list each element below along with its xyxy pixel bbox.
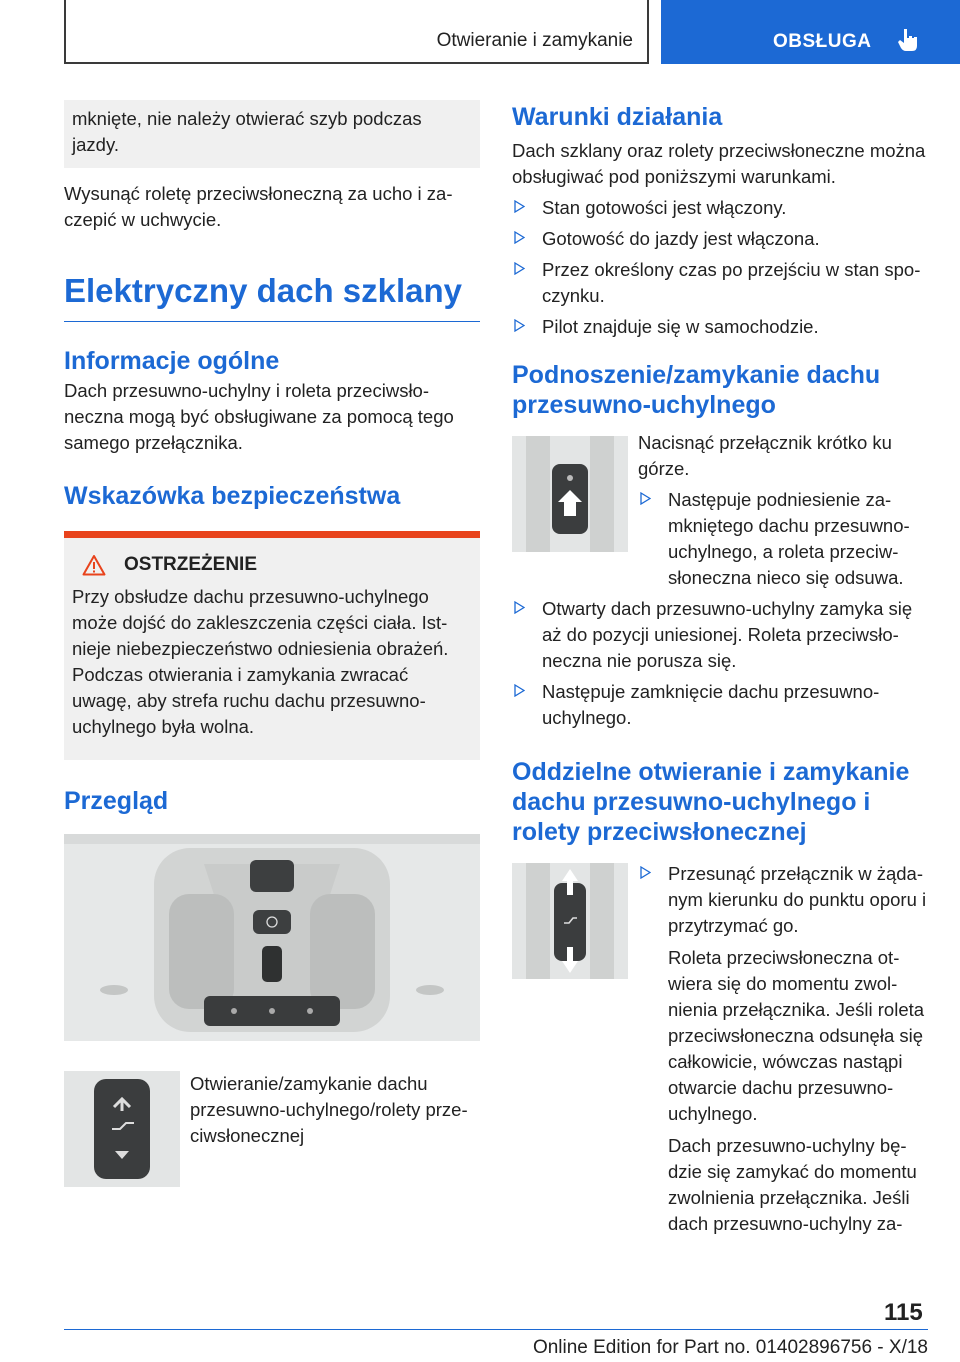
triangle-bullet-icon (514, 684, 525, 697)
page-number: 115 (884, 1299, 923, 1326)
switch-figure (64, 1071, 480, 1187)
lift-text-column (638, 430, 932, 591)
sunblind-paragraph: Wysunąć roletę przeciwsłoneczną za ucho i zaczepić w uchwycie. (64, 183, 453, 230)
right-column (512, 102, 932, 1237)
switch-image (64, 1071, 180, 1187)
left-column (64, 100, 480, 1187)
list-item: Przesunąć przełącznik w żądanym kierunku do punktu oporu i przytrzymać go. (638, 861, 932, 939)
footer-divider (64, 1329, 928, 1330)
warning-triangle-icon (82, 554, 106, 576)
general-heading: Informacje ogólne (64, 347, 280, 375)
note-text: mknięte, nie należy otwierać szyb podczas jazdy. (72, 108, 422, 155)
lift-list (512, 596, 932, 731)
separate-text-column (638, 861, 932, 1237)
general-text: Dach przesuwno-uchylny i roleta przeciwsłoneczna mogą być obsługiwane za pomocą tego samego przełącznika. (64, 380, 454, 453)
separate-heading: Oddzielne otwieranie i zamykanie dachu przesuwno-uchylnego i rolety przeciwsłonecznej (512, 758, 910, 846)
lift-heading: Podnoszenie/zamykanie dachu przesuwno-uchylnego (512, 361, 881, 419)
list-item: Otwarty dach przesuwno-uchylny zamyka się aż do pozycji uniesionej. Roleta przeciwsłoneczna nie porusza się. (512, 596, 932, 674)
warning-box (64, 538, 480, 760)
note-box (64, 100, 480, 168)
roof-console-image (64, 834, 480, 1041)
safety-heading: Wskazówka bezpieczeństwa (64, 482, 401, 510)
lift-text: Nacisnąć przełącznik krótko ku górze. (638, 432, 892, 479)
list-item: Stan gotowości jest włączony. (512, 195, 932, 221)
triangle-bullet-icon (514, 231, 525, 244)
triangle-bullet-icon (640, 866, 651, 879)
header-tab[interactable] (661, 0, 960, 64)
list-item: Następuje podniesienie zamkniętego dachu przesuwno-uchylnego, a roleta przeciwsłoneczna nieco się odsuwa. (638, 487, 932, 591)
conditions-heading: Warunki działania (512, 103, 723, 131)
lift-sub-list (638, 487, 932, 591)
separate-switch-illustration (512, 863, 628, 979)
warning-header (72, 554, 472, 576)
overview-heading: Przegląd (64, 787, 169, 815)
separate-figure (512, 861, 932, 1237)
conditions-text: Dach szklany oraz rolety przeciwsłoneczne można obsługiwać pod poniższymi warunkami. (512, 140, 926, 187)
list-item: Gotowość do jazdy jest włączona. (512, 226, 932, 252)
separate-paragraph-2: Dach przesuwno-uchylny będzie się zamykać do momentu zwolnienia przełącznika. Jeśli dach przesuwno-uchylny za- (668, 1135, 917, 1234)
list-item: Następuje zamknięcie dachu przesuwno-uchylnego. (512, 679, 932, 731)
triangle-bullet-icon (514, 601, 525, 614)
footer-edition: Online Edition for Part no. 01402896756 - X/18 (532, 1337, 928, 1358)
warning-title: OSTRZEŻENIE (124, 554, 258, 575)
header-section-box (64, 0, 649, 64)
lift-switch-illustration (512, 436, 628, 552)
triangle-bullet-icon (514, 262, 525, 275)
hand-pointer-icon (897, 28, 919, 52)
triangle-bullet-icon (514, 200, 525, 213)
separate-switch-image (512, 863, 628, 979)
conditions-list (512, 195, 932, 340)
list-item: Pilot znajduje się w samochodzie. (512, 314, 932, 340)
warning-text-2: Podczas otwierania i zamykania zwracać uwagę, aby strefa ruchu dachu przesuwno-uchylnego była wolna. (72, 664, 426, 737)
lift-switch-image (512, 436, 628, 552)
warning-bar (64, 531, 480, 538)
lift-figure (512, 430, 932, 591)
switch-caption: Otwieranie/zamykanie dachu przesuwno-uchylnego/rolety przeciwsłonecznej (190, 1073, 468, 1146)
triangle-bullet-icon (514, 319, 525, 332)
section-title: Otwieranie i zamykanie (436, 30, 633, 51)
list-item: Przez określony czas po przejściu w stan spoczynku. (512, 257, 932, 309)
chapter-title: Elektryczny dach szklany (64, 271, 480, 322)
warning-text-1: Przy obsłudze dachu przesuwno-uchylnego może dojść do zakleszczenia części ciała. Istnieje niebezpieczeństwo odniesienia obrażeń. (72, 586, 449, 659)
triangle-bullet-icon (640, 492, 651, 505)
switch-illustration (64, 1071, 180, 1187)
tab-label: OBSŁUGA (773, 31, 872, 52)
roof-console-illustration (64, 834, 480, 1041)
separate-list (638, 861, 932, 939)
separate-paragraph-1: Roleta przeciwsłoneczna otwiera się do momentu zwolnienia przełącznika. Jeśli roleta przeciwsłoneczna odsunęła się całkowicie, wówczas nastąpi otwarcie dachu przesuwno-uchylnego. (668, 947, 925, 1124)
